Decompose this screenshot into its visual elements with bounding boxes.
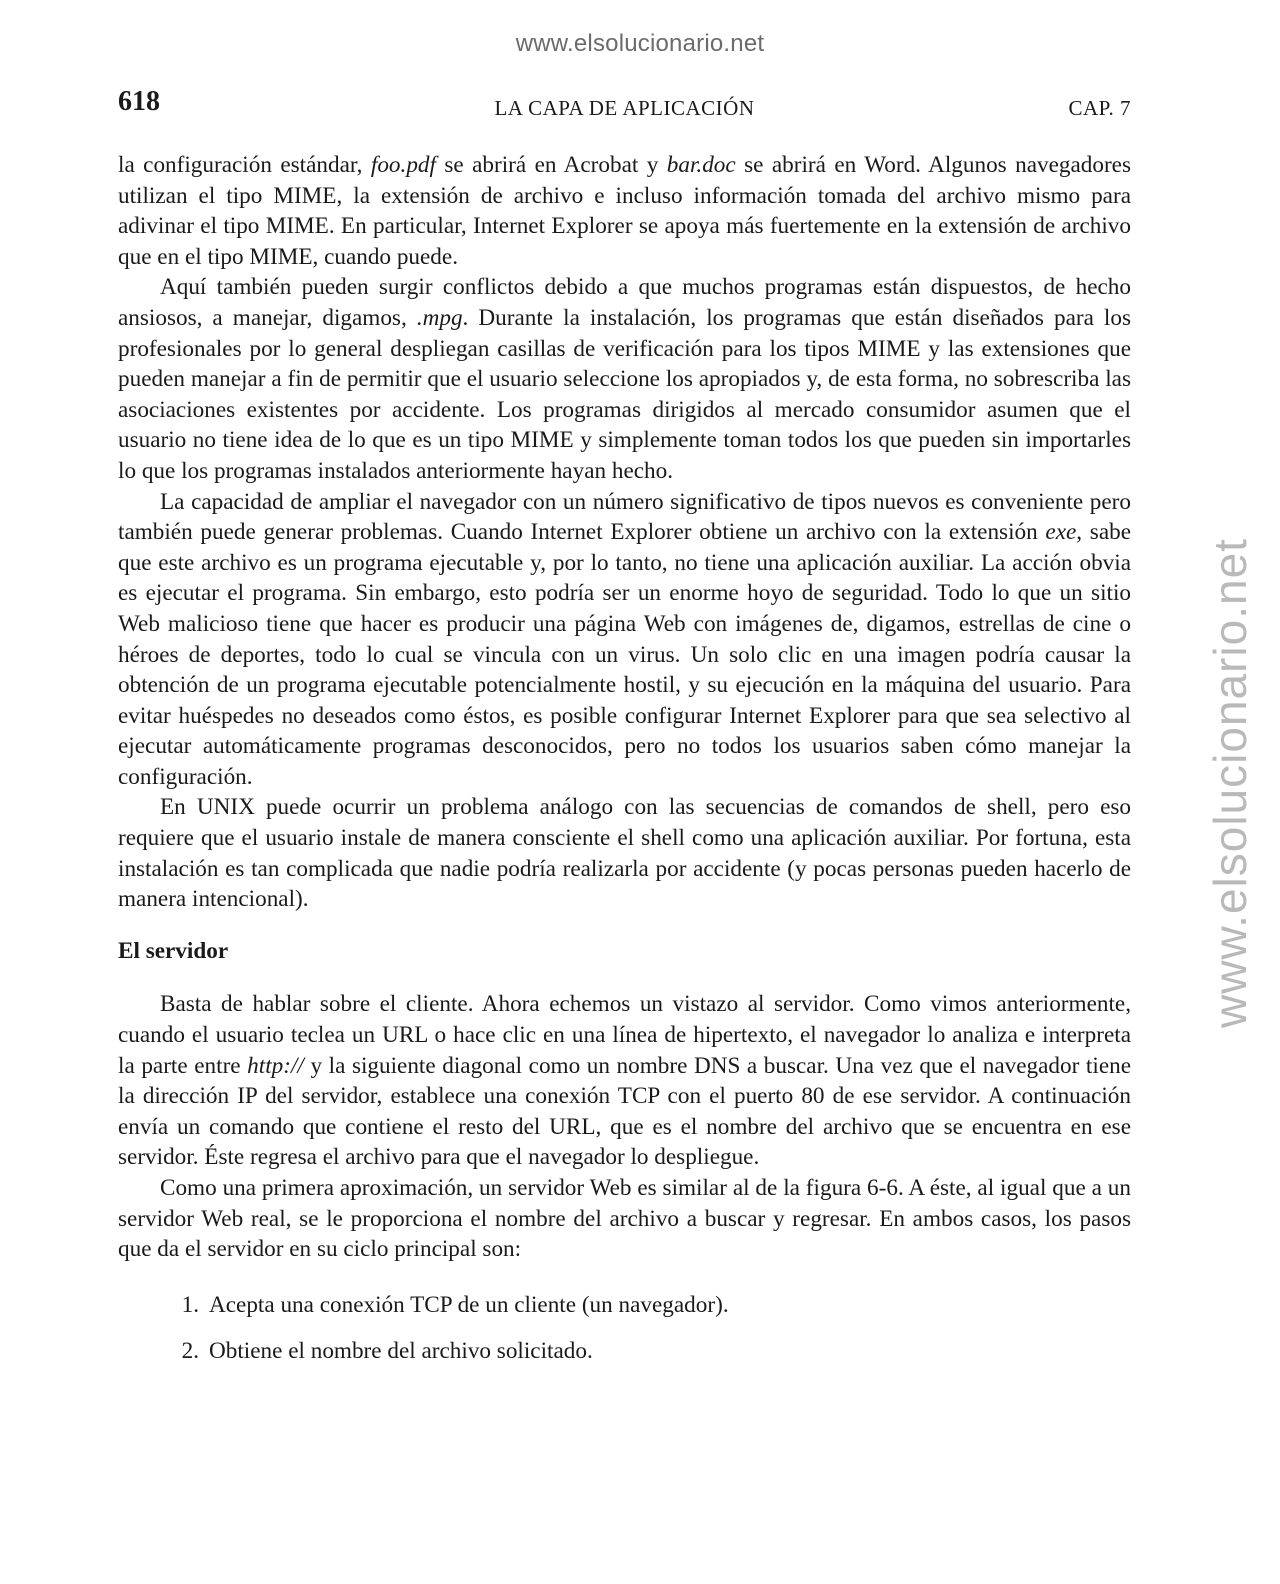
chapter-label: CAP. 7 [1068, 96, 1131, 120]
list-item [118, 1290, 1131, 1321]
page-number: 618 [118, 86, 160, 117]
paragraph-3: La capacidad de ampliar el navegador con un número significativo de tipos nuevos es conveniente pero también puede generar problemas. Cuando Internet Explorer obtiene un archivo con la extensión exe, sabe que este archivo es un programa ejecutable y, por lo tanto, no tiene una aplicación auxiliar. La acción obvia es ejecutar el programa. Sin embargo, esto podría ser un enorme hoyo de seguridad. Todo lo que un sitio Web malicioso tiene que hacer es producir una página Web con imágenes de, digamos, estrellas de cine o héroes de deportes, todo lo cual se vincula con un virus. Un solo clic en una imagen podría causar la obtención de un programa ejecutable potencialmente hostil, y su ejecución en la máquina del usuario. Para evitar huéspedes no deseados como éstos, es posible configurar Internet Explorer para que sea selectivo al ejecutar automáticamente programas desconocidos, pero no todos los usuarios saben cómo manejar la configuración. [118, 488, 1131, 790]
watermark-side: www.elsolucionario.net [1204, 538, 1256, 1028]
list-item-number: 1. [181, 1291, 199, 1318]
paragraph-6: Como una primera aproximación, un servidor Web es similar al de la figura 6-6. A éste, al igual que a un servidor Web real, se le proporciona el nombre del archivo a buscar y regresar. En ambos casos, los pasos que da el servidor en su ciclo principal son: [118, 1175, 1131, 1263]
paragraph-4: En UNIX puede ocurrir un problema análogo con las secuencias de comandos de shell, pero eso requiere que el usuario instale de manera consciente el shell como una aplicación auxiliar. Por fortuna, esta instalación es tan complicada que nadie podría realizarla por accidente (y pocas personas pueden hacerlo de manera intencional). [118, 794, 1131, 913]
numbered-list [118, 1290, 1131, 1367]
list-item-number: 2. [181, 1338, 199, 1365]
paragraph-2: Aquí también pueden surgir conflictos debido a que muchos programas están dispuestos, de hecho ansiosos, a manejar, digamos, .mpg. Durante la instalación, los programas que están diseñados para los profesionales por lo general despliegan casillas de verificación para los tipos MIME y las extensiones que pueden manejar a fin de permitir que el usuario seleccione los apropiados y, de esta forma, no sobrescriba las asociaciones existentes por accidente. Los programas dirigidos al mercado consumidor asumen que el usuario no tiene idea de lo que es un tipo MIME y simplemente toman todos los que pueden sin importarles lo que los programas instalados anteriormente hayan hecho. [118, 274, 1131, 484]
page-body [118, 150, 1131, 1383]
list-item-text: Obtiene el nombre del archivo solicitado. [209, 1338, 593, 1365]
list-item [118, 1336, 1131, 1367]
list-item-text: Acepta una conexión TCP de un cliente (un navegador). [209, 1291, 729, 1318]
running-head [118, 86, 1131, 126]
watermark-top: www.elsolucionario.net [515, 30, 765, 57]
paragraph-1: la configuración estándar, foo.pdf se abrirá en Acrobat y bar.doc se abrirá en Word. Algunos navegadores utilizan el tipo MIME, la extensión de archivo e incluso información tomada del archivo mismo para adivinar el tipo MIME. En particular, Internet Explorer se apoya más fuertemente en la extensión de archivo que en el tipo MIME, cuando puede. [118, 152, 1131, 270]
paragraph-5: Basta de hablar sobre el cliente. Ahora echemos un vistazo al servidor. Como vimos anteriormente, cuando el usuario teclea un URL o hace clic en una línea de hipertexto, el navegador lo analiza e interpreta la parte entre http:// y la siguiente diagonal como un nombre DNS a buscar. Una vez que el navegador tiene la dirección IP del servidor, establece una conexión TCP con el puerto 80 de ese servidor. A continuación envía un comando que contiene el resto del URL, que es el nombre del archivo que se encuentra en ese servidor. Éste regresa el archivo para que el navegador lo despliegue. [118, 991, 1131, 1171]
chapter-title: LA CAPA DE APLICACIÓN [494, 96, 755, 120]
section-heading: El servidor [118, 937, 229, 964]
